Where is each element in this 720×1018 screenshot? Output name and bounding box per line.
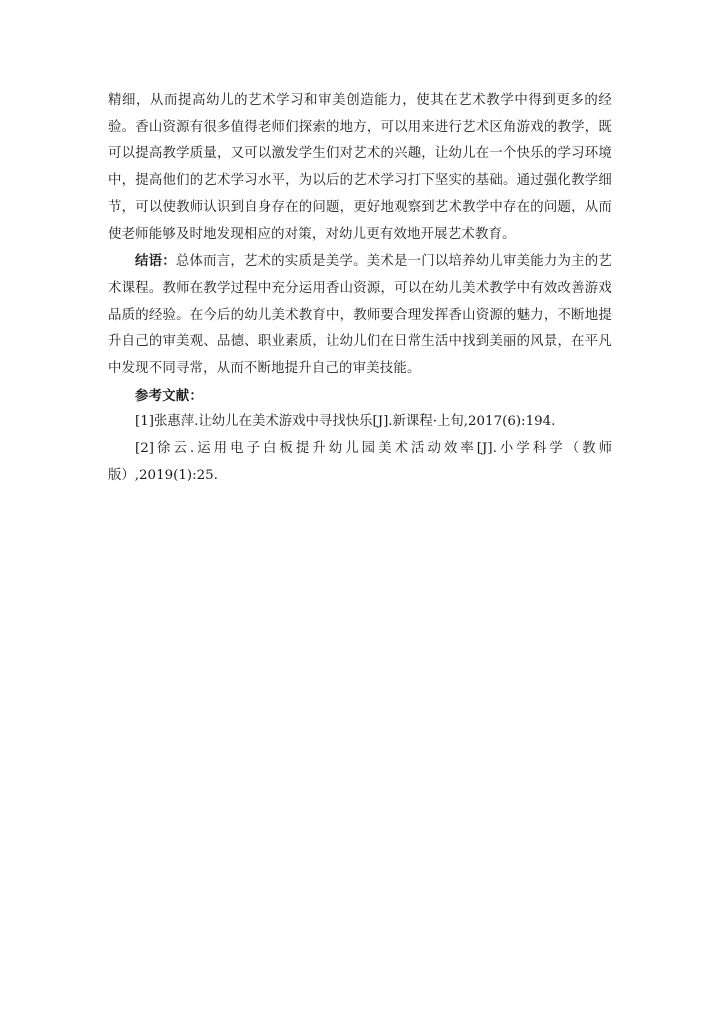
conclusion-text: 总体而言，艺术的实质是美学。美术是一门以培养幼儿审美能力为主的艺术课程。教师在教学过程中充分运用香山资源，可以在幼儿美术教学中有效改善游戏品质的经验。在今后的幼儿美术教育中，教师要合理发挥香山资源的魅力，不断地提升自己的审美观、品德、职业素质，让幼儿们在日常生活中找到美丽的风景，在平凡中发现不同寻常，从而不断地提升自己的审美技能。	[108, 254, 612, 377]
references-heading: 参考文献：	[135, 387, 203, 404]
conclusion-label: 结语：	[135, 253, 176, 270]
reference-item: [2]徐云.运用电子白板提升幼儿园美术活动效率[J].小学科学（教师版）,2019(1):25.	[108, 441, 612, 483]
reference-item: [1]张惠萍.让幼儿在美术游戏中寻找快乐[J].新课程·上旬,2017(6):194.	[135, 414, 556, 430]
document-body	[108, 88, 612, 490]
conclusion-paragraph	[108, 248, 612, 383]
continuation-paragraph: 精细，从而提高幼儿的艺术学习和审美创造能力，使其在艺术教学中得到更多的经验。香山资源有很多值得老师们探索的地方，可以用来进行艺术区角游戏的教学，既可以提高教学质量，又可以激发学生们对艺术的兴趣，让幼儿在一个快乐的学习环境中，提高他们的艺术学习水平，为以后的艺术学习打下坚实的基础。通过强化教学细节，可以使教师认识到自身存在的问题，更好地观察到艺术教学中存在的问题，从而使老师能够及时地发现相应的对策，对幼儿更有效地开展艺术教育。	[108, 93, 612, 242]
